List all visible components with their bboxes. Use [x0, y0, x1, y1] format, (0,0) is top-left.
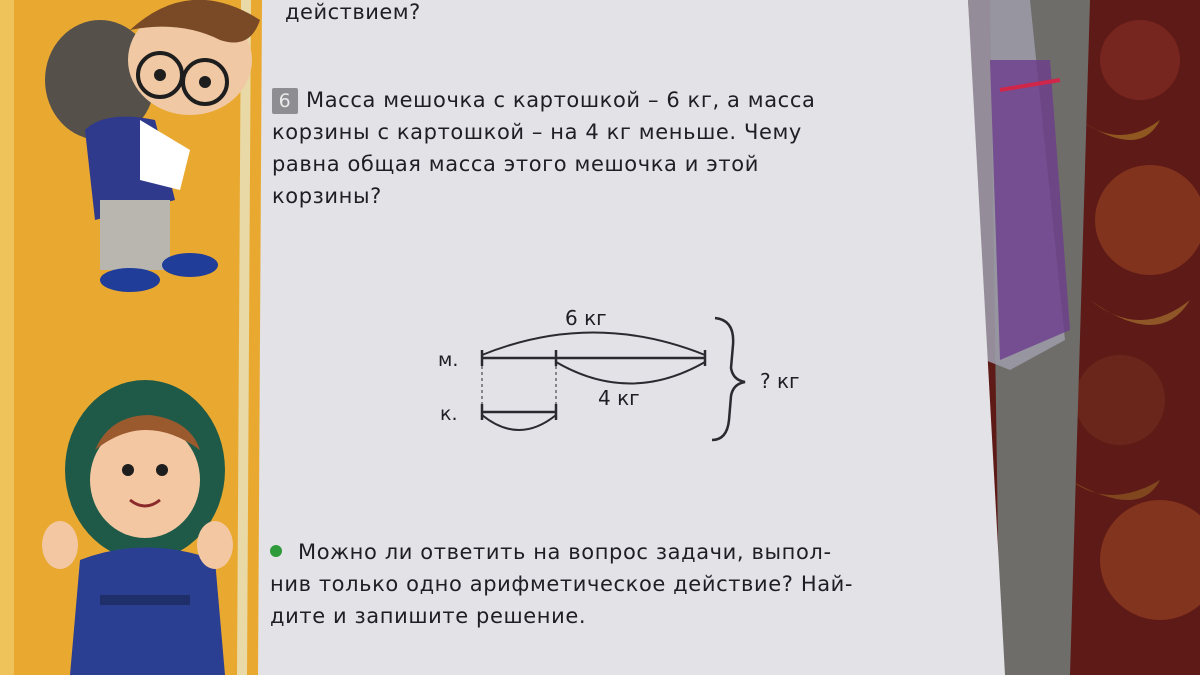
question-line-1-text: Можно ли ответить на вопрос задачи, выпол-	[298, 540, 832, 564]
question-line-3: дите и запишите решение.	[270, 604, 587, 628]
problem-line-3: равна общая масса этого мешочка и этой	[272, 152, 759, 176]
problem-line-2: корзины с картошкой – на 4 кг меньше. Чему	[272, 120, 802, 144]
label-total: ? кг	[760, 369, 800, 393]
strip-edge	[0, 0, 14, 675]
previous-task-tail: действием?	[285, 0, 421, 24]
problem-number-badge: 6	[272, 88, 298, 114]
label-bag: м.	[438, 349, 459, 371]
green-bullet-icon	[270, 545, 282, 557]
problem-line-1	[272, 88, 815, 114]
question-line-2: нив только одно арифметическое действие? Най-	[270, 572, 854, 596]
problem-line-4: корзины?	[272, 184, 382, 208]
label-six-kg: 6 кг	[565, 306, 607, 330]
problem-line-1-text: Масса мешочка с картошкой – 6 кг, а масса	[306, 88, 816, 112]
question-line-1	[270, 540, 832, 564]
label-basket: к.	[440, 403, 458, 425]
strip-border	[242, 0, 246, 675]
label-four-kg: 4 кг	[598, 386, 640, 410]
